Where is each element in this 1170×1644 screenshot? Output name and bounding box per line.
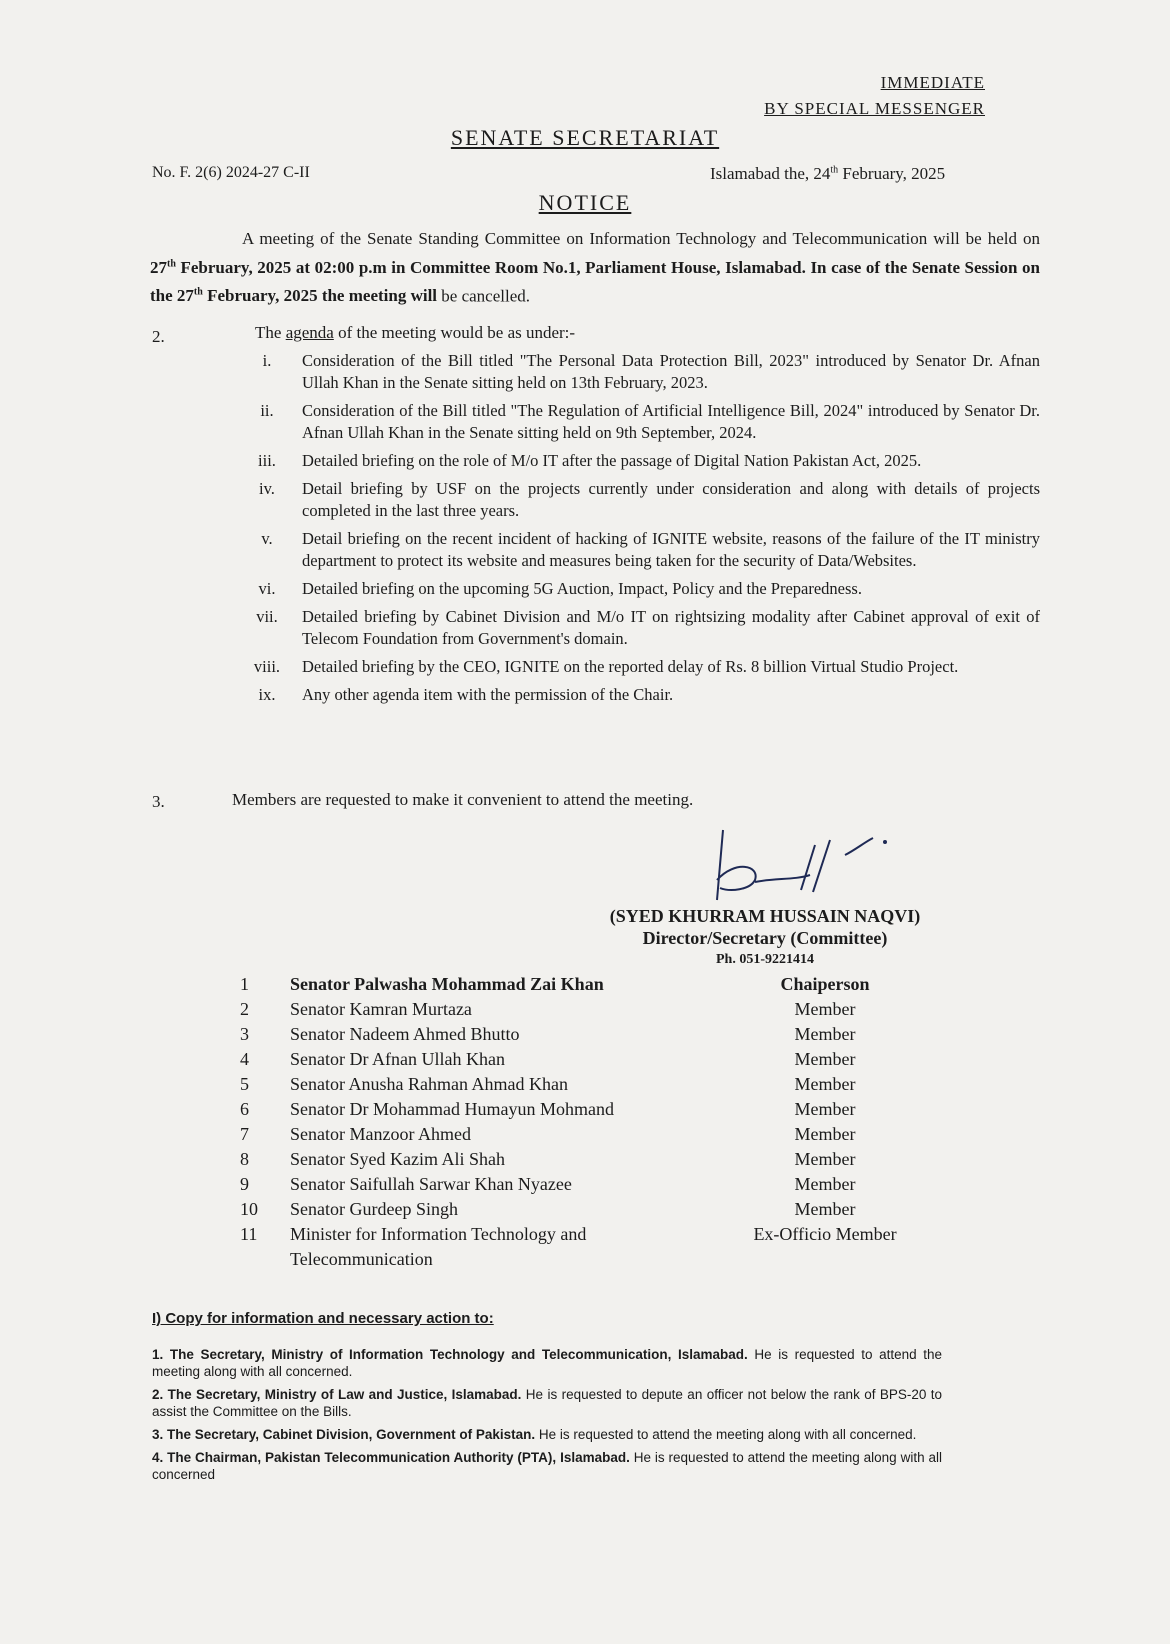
member-row [240,972,930,997]
member-number: 5 [240,1074,249,1094]
agenda-item-text: Consideration of the Bill titled "The Personal Data Protection Bill, 2023" introduced by Senator Dr. Afnan Ullah Khan in the Senate sitting held on 13th February, 2023. [302,351,1040,392]
agenda-item-number: ix. [258,685,276,704]
agenda-item [232,478,1040,522]
immediate-label: IMMEDIATE [880,73,985,92]
member-name: Senator Anusha Rahman Ahmad Khan [290,1074,568,1094]
member-name: Senator Nadeem Ahmed Bhutto [290,1024,520,1044]
member-role: Ex-Officio Member [753,1224,897,1244]
member-number: 2 [240,999,249,1019]
agenda-item [232,400,1040,444]
secretariat-title: SENATE SECRETARIAT [450,125,720,150]
agenda-item-number: ii. [260,401,274,420]
member-number: 8 [240,1149,249,1169]
member-number: 10 [240,1199,258,1219]
member-name: Senator Dr Mohammad Humayun Mohmand [290,1099,614,1119]
member-name: Senator Saifullah Sarwar Khan Nyazee [290,1174,572,1194]
agenda-item-number: iii. [258,451,276,470]
agenda-item-number: iv. [259,479,275,498]
date-line: Islamabad the, 24th February, 2025 [710,164,946,183]
copy-recipient-name: 4. The Chairman, Pakistan Telecommunication Authority (PTA), Islamabad. [152,1450,630,1465]
member-row [240,1072,930,1097]
member-role: Member [794,1199,856,1219]
copy-recipient-instruction: He is requested to depute an officer not below the rank of BPS-20 to assist the Committee on the Bills. [152,1387,942,1419]
copy-recipient [152,1386,942,1420]
agenda-item-number: vi. [258,579,276,598]
signature-mark [705,820,905,910]
member-role: Member [794,999,856,1019]
signature-stroke [717,830,873,900]
member-role: Member [794,1024,856,1044]
member-number: 3 [240,1024,249,1044]
agenda-item-text: Detailed briefing by Cabinet Division and M/o IT on rightsizing modality after Cabinet approval of exit of Telecom Foundation from Government's domain. [302,607,1040,648]
copy-recipient-name: 2. The Secretary, Ministry of Law and Justice, Islamabad. [152,1387,522,1402]
agenda-item-text: Detailed briefing on the role of M/o IT after the passage of Digital Nation Pakistan Act, 2025. [302,451,922,470]
member-number: 9 [240,1174,249,1194]
member-number: 11 [240,1224,258,1244]
member-number: 7 [240,1124,249,1144]
agenda-item-number: v. [261,529,273,548]
para3-number: 3. [152,792,165,811]
agenda-item-text: Detail briefing on the recent incident of hacking of IGNITE website, reasons of the failure of the IT ministry department to protect its website and measures being taken for the security of Data/Websites. [302,529,1040,570]
agenda-item [232,450,1040,472]
signature-dot [883,840,887,844]
agenda-item [232,606,1040,650]
member-row [240,1197,930,1222]
member-name: Senator Gurdeep Singh [290,1199,458,1219]
member-row [240,1222,930,1272]
member-row [240,1022,930,1047]
agenda-item-number: vii. [256,607,278,626]
member-role: Member [794,1049,856,1069]
member-role: Member [794,1174,856,1194]
para2-number: 2. [152,327,165,346]
copy-recipient [152,1449,942,1483]
member-row [240,997,930,1022]
agenda-item-text: Detail briefing by USF on the projects currently under consideration and along with details of projects completed in the last three years. [302,479,1040,520]
copy-heading: I) Copy for information and necessary action to: [152,1310,494,1327]
reference-number: No. F. 2(6) 2024-27 C-II [152,164,310,181]
member-number: 1 [240,974,249,994]
member-role: Member [794,1149,856,1169]
meeting-paragraph: A meeting of the Senate Standing Committee on Information Technology and Telecommunication will be held on 27th February, 2025 at 02:00 p.m in Committee Room No.1, Parliament House, Islamabad. In case of the Senate Session on the 27th February, 2025 the meeting will be cancelled. [150,229,1040,306]
agenda-item-text: Consideration of the Bill titled "The Regulation of Artificial Intelligence Bill, 2024" introduced by Senator Dr. Afnan Ullah Khan in the Senate sitting held on 9th September, 2024. [302,401,1040,442]
copy-recipient [152,1346,942,1380]
signer-phone: Ph. 051-9221414 [716,952,814,967]
priority-header [764,70,985,122]
copy-recipient [152,1426,942,1443]
member-name: Minister for Information Technology and Telecommunication [290,1224,587,1269]
member-role: Member [794,1099,856,1119]
member-name: Senator Kamran Murtaza [290,999,472,1019]
para3-text: Members are requested to make it convenient to attend the meeting. [232,790,694,809]
members-list [240,972,930,1272]
agenda-item-number: viii. [253,657,281,676]
member-row [240,1047,930,1072]
member-role: Member [794,1074,856,1094]
agenda-item-text: Detailed briefing by the CEO, IGNITE on the reported delay of Rs. 8 billion Virtual Studio Project. [302,657,959,676]
member-name: Senator Syed Kazim Ali Shah [290,1149,505,1169]
member-row [240,1172,930,1197]
copy-recipient-instruction: He is requested to attend the meeting along with all concerned. [535,1427,917,1442]
member-name: Senator Dr Afnan Ullah Khan [290,1049,505,1069]
agenda-item-text: Detailed briefing on the upcoming 5G Auction, Impact, Policy and the Preparedness. [302,579,862,598]
signer-block [600,905,930,971]
member-role: Chaiperson [780,974,870,994]
member-name: Senator Manzoor Ahmed [290,1124,471,1144]
agenda-list [232,350,1040,712]
member-number: 6 [240,1099,249,1119]
agenda-item [232,684,1040,706]
agenda-item [232,578,1040,600]
agenda-item-text: Any other agenda item with the permission of the Chair. [302,685,674,704]
member-row [240,1097,930,1122]
messenger-label: BY SPECIAL MESSENGER [764,99,985,118]
member-number: 4 [240,1049,249,1069]
member-role: Member [794,1124,856,1144]
copies-list [152,1346,942,1489]
signer-title: Director/Secretary (Committee) [642,928,888,948]
notice-title: NOTICE [538,190,632,215]
agenda-item [232,656,1040,678]
copy-recipient-instruction: He is requested to attend the meeting along with all concerned. [152,1347,942,1379]
member-row [240,1147,930,1172]
agenda-item [232,350,1040,394]
agenda-item-number: i. [262,351,272,370]
agenda-intro: The agenda of the meeting would be as under:- [255,323,576,342]
copy-recipient-name: 1. The Secretary, Ministry of Information Technology and Telecommunication, Islamabad. [152,1347,748,1362]
signer-name: (SYED KHURRAM HUSSAIN NAQVI) [609,906,921,926]
member-row [240,1122,930,1147]
meeting-date-bold: 27th February, 2025 at 02:00 p.m in Committee Room No.1, Parliament House, Islamabad. In case of the Senate Session on the 27th February, 2025 the meeting will [150,257,1040,306]
copy-recipient-name: 3. The Secretary, Cabinet Division, Government of Pakistan. [152,1427,536,1442]
member-name: Senator Palwasha Mohammad Zai Khan [290,974,604,994]
agenda-item [232,528,1040,572]
copy-recipient-instruction: He is requested to attend the meeting along with all concerned [152,1450,942,1482]
